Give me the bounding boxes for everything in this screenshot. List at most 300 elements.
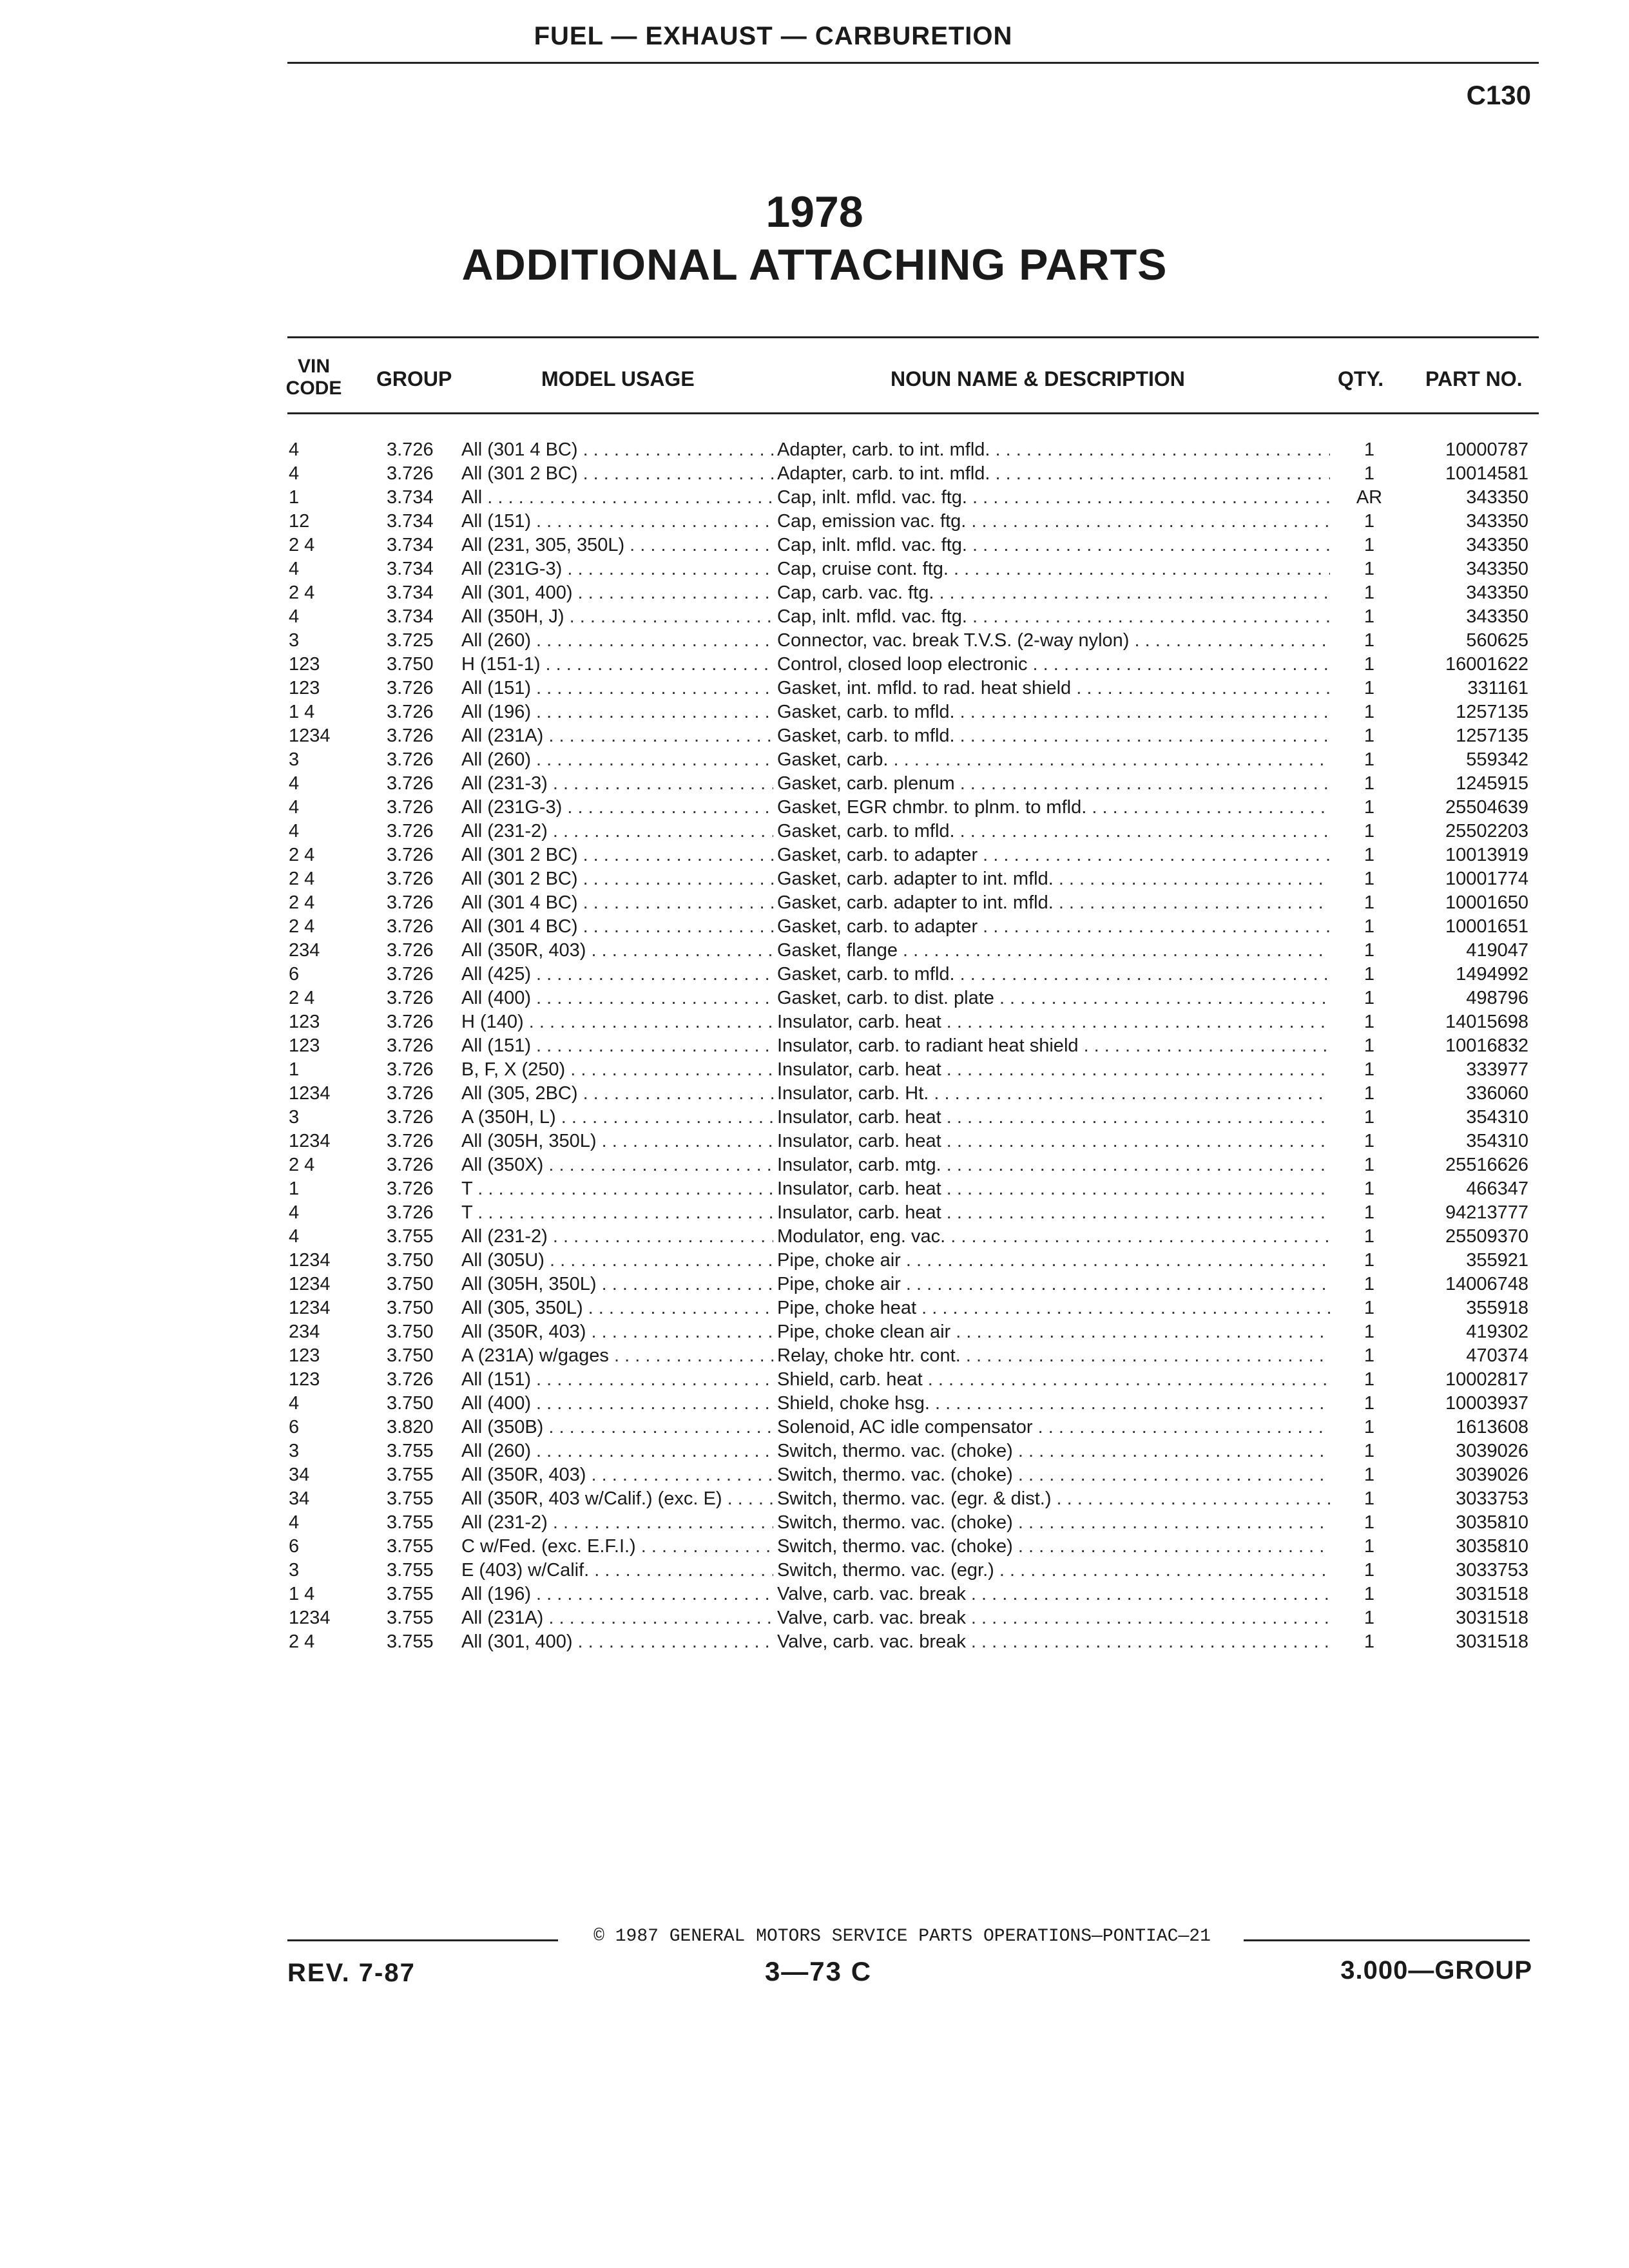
quantity: 1	[1364, 1560, 1375, 1581]
model-usage: All (400) . . .	[461, 1392, 773, 1416]
model-usage: All (231G-3) . . .	[461, 796, 773, 820]
description: Insulator, carb. heat . . .	[777, 1129, 1330, 1153]
vin-code: 2 4	[289, 535, 315, 555]
model-usage: T . . .	[461, 1201, 773, 1225]
group-code: 3.750	[387, 1274, 434, 1294]
vin-code: 1234	[289, 1274, 331, 1294]
table-row	[0, 1368, 1629, 1392]
part-number: 343350	[1466, 535, 1528, 555]
group-code: 3.750	[387, 1393, 434, 1414]
description: Pipe, choke air . . .	[777, 1249, 1330, 1273]
part-number: 25509370	[1445, 1226, 1528, 1247]
model-usage: All (301 4 BC) . . .	[461, 438, 773, 462]
header-rule	[287, 62, 1539, 64]
quantity: 1	[1364, 1083, 1375, 1104]
vin-code: 4	[289, 1226, 300, 1247]
part-number: 419047	[1466, 940, 1528, 961]
table-row	[0, 1416, 1629, 1439]
quantity: 1	[1364, 582, 1375, 603]
table-row	[0, 1177, 1629, 1201]
part-number: 333977	[1466, 1059, 1528, 1080]
vin-code: 1 4	[289, 702, 315, 722]
part-number: 10000787	[1445, 439, 1528, 460]
table-row	[0, 1535, 1629, 1559]
group-code: 3.750	[387, 1298, 434, 1318]
quantity: 1	[1364, 1369, 1375, 1390]
quantity: 1	[1364, 1155, 1375, 1175]
model-usage: All (260) . . .	[461, 748, 773, 772]
vin-code: 2 4	[289, 845, 315, 865]
table-row	[0, 1225, 1629, 1249]
group-code: 3.734	[387, 511, 434, 532]
quantity: 1	[1364, 726, 1375, 746]
part-number: 14015698	[1445, 1012, 1528, 1032]
quantity: 1	[1364, 1488, 1375, 1509]
vin-code: 4	[289, 1393, 300, 1414]
quantity: 1	[1364, 1631, 1375, 1652]
quantity: 1	[1364, 1178, 1375, 1199]
part-number: 1257135	[1456, 702, 1528, 722]
group-code: 3.755	[387, 1631, 434, 1652]
vin-code: 4	[289, 1512, 300, 1533]
part-number: 10003937	[1445, 1393, 1528, 1414]
vin-code: 3	[289, 1441, 300, 1461]
vin-code: 6	[289, 964, 300, 985]
model-usage: All (151) . . .	[461, 677, 773, 700]
model-usage: All (151) . . .	[461, 1368, 773, 1392]
model-usage: All (231A) . . .	[461, 1606, 773, 1630]
vin-code: 4	[289, 821, 300, 841]
model-usage: All (305U) . . .	[461, 1249, 773, 1273]
vin-code: 123	[289, 1035, 320, 1056]
part-number: 470374	[1466, 1345, 1528, 1366]
description: Solenoid, AC idle compensator . . .	[777, 1416, 1330, 1439]
description: Gasket, flange . . .	[777, 939, 1330, 963]
quantity: 1	[1364, 821, 1375, 841]
table-row	[0, 581, 1629, 605]
section-title: FUEL — EXHAUST — CARBURETION	[534, 22, 1013, 50]
group-code: 3.726	[387, 439, 434, 460]
group-code: 3.820	[387, 1417, 434, 1437]
description: Gasket, carb. to mfld. . . .	[777, 700, 1330, 724]
table-row	[0, 557, 1629, 581]
vin-code: 34	[289, 1488, 310, 1509]
part-number: 1257135	[1456, 726, 1528, 746]
quantity: 1	[1364, 1608, 1375, 1628]
description: Valve, carb. vac. break . . .	[777, 1630, 1330, 1654]
vin-code: 1234	[289, 726, 331, 746]
vin-code: 4	[289, 773, 300, 794]
part-number: 10001774	[1445, 869, 1528, 889]
vin-code: 4	[289, 1202, 300, 1223]
description: Pipe, choke clean air . . .	[777, 1320, 1330, 1344]
table-row	[0, 796, 1629, 820]
quantity: 1	[1364, 749, 1375, 770]
table-row	[0, 891, 1629, 915]
code-label: CODE	[285, 378, 342, 399]
description: Connector, vac. break T.V.S. (2-way nylon) . . .	[777, 629, 1330, 653]
parts-table	[0, 438, 1629, 1654]
vin-code: 2 4	[289, 1155, 315, 1175]
table-row	[0, 486, 1629, 510]
table-row	[0, 867, 1629, 891]
part-number: 559342	[1466, 749, 1528, 770]
part-number: 3031518	[1456, 1584, 1528, 1604]
model-usage: H (151-1) . . .	[461, 653, 773, 677]
model-usage: All (231-2) . . .	[461, 1225, 773, 1249]
part-number: 10001650	[1445, 892, 1528, 913]
table-row	[0, 1273, 1629, 1296]
group-code: 3.726	[387, 1131, 434, 1151]
description: Gasket, carb. to mfld. . . .	[777, 724, 1330, 748]
quantity: 1	[1364, 606, 1375, 627]
part-number: 1494992	[1456, 964, 1528, 985]
model-usage: All (196) . . .	[461, 1582, 773, 1606]
table-row	[0, 820, 1629, 843]
table-row	[0, 1606, 1629, 1630]
description: Relay, choke htr. cont. . . .	[777, 1344, 1330, 1368]
description: Gasket, carb. to mfld. . . .	[777, 820, 1330, 843]
group-code: 3.726	[387, 988, 434, 1008]
group-code: 3.755	[387, 1465, 434, 1485]
group-code: 3.750	[387, 1345, 434, 1366]
group-code: 3.755	[387, 1512, 434, 1533]
description: Shield, choke hsg. . . .	[777, 1392, 1330, 1416]
page-number: 3—73 C	[764, 1956, 872, 1986]
description: Cap, carb. vac. ftg. . . .	[777, 581, 1330, 605]
description: Switch, thermo. vac. (choke) . . .	[777, 1439, 1330, 1463]
model-usage: All (301 2 BC) . . .	[461, 462, 773, 486]
table-row	[0, 1344, 1629, 1368]
quantity: 1	[1364, 773, 1375, 794]
part-number: 10016832	[1445, 1035, 1528, 1056]
table-row	[0, 1106, 1629, 1129]
table-row	[0, 1320, 1629, 1344]
quantity: 1	[1364, 988, 1375, 1008]
vin-code: 123	[289, 654, 320, 675]
part-number: 354310	[1466, 1131, 1528, 1151]
description: Insulator, carb. heat . . .	[777, 1177, 1330, 1201]
model-usage: All (305H, 350L) . . .	[461, 1129, 773, 1153]
model-usage: All (305, 2BC) . . .	[461, 1082, 773, 1106]
model-usage: All (305H, 350L) . . .	[461, 1273, 773, 1296]
vin-code: 3	[289, 1107, 300, 1128]
model-usage: H (140) . . .	[461, 1010, 773, 1034]
group-code: 3.750	[387, 1250, 434, 1271]
copyright: © 1987 GENERAL MOTORS SERVICE PARTS OPERATIONS—PONTIAC—21	[593, 1927, 1211, 1946]
model-usage: All (151) . . .	[461, 510, 773, 533]
group-code: 3.725	[387, 630, 434, 651]
description: Insulator, carb. mtg. . . .	[777, 1153, 1330, 1177]
vin-code: 2 4	[289, 869, 315, 889]
quantity: 1	[1364, 678, 1375, 698]
vin-code: 1234	[289, 1131, 331, 1151]
description: Gasket, carb. adapter to int. mfld. . . .	[777, 867, 1330, 891]
quantity: 1	[1364, 1536, 1375, 1557]
part-number: 3035810	[1456, 1512, 1528, 1533]
model-usage: T . . .	[461, 1177, 773, 1201]
quantity: 1	[1364, 869, 1375, 889]
table-row	[0, 1463, 1629, 1487]
part-number: 343350	[1466, 559, 1528, 579]
group-code: 3.726	[387, 964, 434, 985]
model-usage: All (425) . . .	[461, 963, 773, 986]
description: Modulator, eng. vac. . . .	[777, 1225, 1330, 1249]
vin-code: 3	[289, 1560, 300, 1581]
column-header-model: MODEL USAGE	[541, 367, 695, 390]
vin-code: 2 4	[289, 582, 315, 603]
group-code: 3.734	[387, 582, 434, 603]
quantity: 1	[1364, 702, 1375, 722]
part-number: 331161	[1467, 678, 1528, 698]
description: Switch, thermo. vac. (choke) . . .	[777, 1463, 1330, 1487]
model-usage: All (231-2) . . .	[461, 1511, 773, 1535]
table-row	[0, 1058, 1629, 1082]
column-header-vin	[278, 356, 349, 399]
vin-code: 123	[289, 1012, 320, 1032]
part-number: 343350	[1466, 511, 1528, 532]
table-row	[0, 748, 1629, 772]
model-usage: All (231A) . . .	[461, 724, 773, 748]
description: Switch, thermo. vac. (choke) . . .	[777, 1511, 1330, 1535]
table-row	[0, 986, 1629, 1010]
quantity: 1	[1364, 1417, 1375, 1437]
quantity: 1	[1364, 916, 1375, 937]
group-code: 3.726	[387, 726, 434, 746]
table-row	[0, 1630, 1629, 1654]
group-code: 3.726	[387, 773, 434, 794]
part-number: 343350	[1466, 606, 1528, 627]
model-usage: All (400) . . .	[461, 986, 773, 1010]
page-title: ADDITIONAL ATTACHING PARTS	[461, 240, 1168, 289]
description: Pipe, choke air . . .	[777, 1273, 1330, 1296]
part-number: 419302	[1466, 1321, 1528, 1342]
part-number: 3033753	[1456, 1560, 1528, 1581]
table-row	[0, 1487, 1629, 1511]
table-row	[0, 843, 1629, 867]
quantity: 1	[1364, 1512, 1375, 1533]
description: Gasket, carb. to adapter . . .	[777, 915, 1330, 939]
quantity: 1	[1364, 845, 1375, 865]
table-row	[0, 462, 1629, 486]
part-number: 1245915	[1456, 773, 1528, 794]
quantity: 1	[1364, 1226, 1375, 1247]
vin-code: 4	[289, 559, 300, 579]
column-header-group: GROUP	[376, 367, 452, 390]
description: Switch, thermo. vac. (choke) . . .	[777, 1535, 1330, 1559]
part-number: 355918	[1466, 1298, 1528, 1318]
table-row	[0, 1201, 1629, 1225]
model-usage: B, F, X (250) . . .	[461, 1058, 773, 1082]
group-code: 3.750	[387, 654, 434, 675]
part-number: 25504639	[1445, 797, 1528, 818]
group-code: 3.755	[387, 1584, 434, 1604]
revision: REV. 7-87	[287, 1959, 416, 1987]
part-number: 3039026	[1456, 1465, 1528, 1485]
model-usage: E (403) w/Calif. . . .	[461, 1559, 773, 1582]
vin-code: 1234	[289, 1083, 331, 1104]
part-number: 25502203	[1445, 821, 1528, 841]
model-usage: All . . .	[461, 486, 773, 510]
group-code: 3.726	[387, 1369, 434, 1390]
quantity: 1	[1364, 1393, 1375, 1414]
quantity: 1	[1364, 1321, 1375, 1342]
group-code: 3.734	[387, 535, 434, 555]
model-usage: All (196) . . .	[461, 700, 773, 724]
table-row	[0, 677, 1629, 700]
model-usage: All (231-3) . . .	[461, 772, 773, 796]
table-row	[0, 653, 1629, 677]
quantity: 1	[1364, 654, 1375, 675]
part-number: 343350	[1466, 582, 1528, 603]
part-number: 3031518	[1456, 1631, 1528, 1652]
model-usage: All (350R, 403) . . .	[461, 1463, 773, 1487]
description: Cap, inlt. mfld. vac. ftg. . . .	[777, 486, 1330, 510]
table-top-rule	[287, 336, 1539, 338]
quantity: 1	[1364, 535, 1375, 555]
table-row	[0, 1296, 1629, 1320]
group-code: 3.734	[387, 487, 434, 508]
vin-code: 6	[289, 1417, 300, 1437]
vin-code: 2 4	[289, 988, 315, 1008]
vin-code: 123	[289, 1369, 320, 1390]
vin-code: 4	[289, 797, 300, 818]
group-code: 3.755	[387, 1560, 434, 1581]
quantity: 1	[1364, 1465, 1375, 1485]
vin-code: 1	[289, 487, 300, 508]
quantity: 1	[1364, 1584, 1375, 1604]
part-number: 94213777	[1445, 1202, 1528, 1223]
group-code: 3.734	[387, 559, 434, 579]
part-number: 10001651	[1445, 916, 1528, 937]
table-row	[0, 1082, 1629, 1106]
table-header-rule	[287, 412, 1539, 414]
part-number: 336060	[1466, 1083, 1528, 1104]
part-number: 14006748	[1445, 1274, 1528, 1294]
table-row	[0, 1392, 1629, 1416]
group-code: 3.726	[387, 749, 434, 770]
model-usage: All (301 2 BC) . . .	[461, 867, 773, 891]
vin-code: 1	[289, 1059, 300, 1080]
model-usage: All (301, 400) . . .	[461, 581, 773, 605]
vin-code: 234	[289, 940, 320, 961]
part-number: 25516626	[1445, 1155, 1528, 1175]
description: Gasket, carb. to mfld. . . .	[777, 963, 1330, 986]
description: Switch, thermo. vac. (egr.) . . .	[777, 1559, 1330, 1582]
table-row	[0, 629, 1629, 653]
model-usage: All (301 4 BC) . . .	[461, 891, 773, 915]
description: Insulator, carb. Ht. . . .	[777, 1082, 1330, 1106]
quantity: 1	[1364, 964, 1375, 985]
table-row	[0, 1034, 1629, 1058]
table-row	[0, 605, 1629, 629]
table-row	[0, 1010, 1629, 1034]
part-number: 10013919	[1445, 845, 1528, 865]
table-row	[0, 1129, 1629, 1153]
part-number: 3033753	[1456, 1488, 1528, 1509]
vin-code: 4	[289, 606, 300, 627]
footer-rule-left	[287, 1939, 558, 1941]
part-number: 10014581	[1445, 463, 1528, 484]
group-code: 3.726	[387, 869, 434, 889]
group-code: 3.726	[387, 940, 434, 961]
part-number: 355921	[1466, 1250, 1528, 1271]
description: Insulator, carb. heat . . .	[777, 1106, 1330, 1129]
part-number: 354310	[1466, 1107, 1528, 1128]
group-code: 3.726	[387, 1012, 434, 1032]
description: Valve, carb. vac. break . . .	[777, 1582, 1330, 1606]
table-row	[0, 915, 1629, 939]
model-usage: All (350B) . . .	[461, 1416, 773, 1439]
description: Gasket, EGR chmbr. to plnm. to mfld. . . .	[777, 796, 1330, 820]
quantity: 1	[1364, 1274, 1375, 1294]
model-usage: All (350R, 403) . . .	[461, 1320, 773, 1344]
quantity: AR	[1356, 487, 1383, 508]
description: Valve, carb. vac. break . . .	[777, 1606, 1330, 1630]
description: Gasket, carb. adapter to int. mfld. . . .	[777, 891, 1330, 915]
part-number: 343350	[1466, 487, 1528, 508]
model-usage: All (350X) . . .	[461, 1153, 773, 1177]
quantity: 1	[1364, 630, 1375, 651]
table-row	[0, 772, 1629, 796]
group-code: 3.726	[387, 1083, 434, 1104]
part-number: 498796	[1466, 988, 1528, 1008]
description: Switch, thermo. vac. (egr. & dist.) . . .	[777, 1487, 1330, 1511]
model-usage: All (231G-3) . . .	[461, 557, 773, 581]
group-code: 3.726	[387, 1035, 434, 1056]
quantity: 1	[1364, 1035, 1375, 1056]
model-usage: All (301, 400) . . .	[461, 1630, 773, 1654]
part-number: 466347	[1466, 1178, 1528, 1199]
part-number: 16001622	[1445, 654, 1528, 675]
vin-label: VIN	[297, 356, 330, 377]
group-code: 3.755	[387, 1536, 434, 1557]
model-usage: All (231, 305, 350L) . . .	[461, 533, 773, 557]
quantity: 1	[1364, 797, 1375, 818]
model-usage: All (350R, 403) . . .	[461, 939, 773, 963]
group-code: 3.726	[387, 845, 434, 865]
group-code: 3.755	[387, 1226, 434, 1247]
part-number: 3031518	[1456, 1608, 1528, 1628]
vin-code: 2 4	[289, 916, 315, 937]
model-usage: All (301 4 BC) . . .	[461, 915, 773, 939]
vin-code: 234	[289, 1321, 320, 1342]
group-code: 3.726	[387, 1107, 434, 1128]
description: Gasket, carb. . . .	[777, 748, 1330, 772]
column-header-part-no: PART NO.	[1425, 367, 1523, 390]
quantity: 1	[1364, 439, 1375, 460]
vin-code: 123	[289, 678, 320, 698]
group-code: 3.726	[387, 1155, 434, 1175]
description: Gasket, int. mfld. to rad. heat shield . . .	[777, 677, 1330, 700]
footer-rule-right	[1244, 1939, 1530, 1941]
group-label: 3.000—GROUP	[1340, 1956, 1532, 1984]
quantity: 1	[1364, 511, 1375, 532]
quantity: 1	[1364, 1107, 1375, 1128]
model-usage: All (350R, 403 w/Calif.) (exc. E) . . .	[461, 1487, 773, 1511]
quantity: 1	[1364, 1345, 1375, 1366]
quantity: 1	[1364, 1059, 1375, 1080]
group-code: 3.755	[387, 1441, 434, 1461]
vin-code: 1234	[289, 1250, 331, 1271]
group-code: 3.726	[387, 797, 434, 818]
part-number: 3035810	[1456, 1536, 1528, 1557]
vin-code: 1	[289, 1178, 300, 1199]
model-usage: All (231-2) . . .	[461, 820, 773, 843]
vin-code: 12	[289, 511, 310, 532]
model-usage: All (151) . . .	[461, 1034, 773, 1058]
model-usage: A (350H, L) . . .	[461, 1106, 773, 1129]
